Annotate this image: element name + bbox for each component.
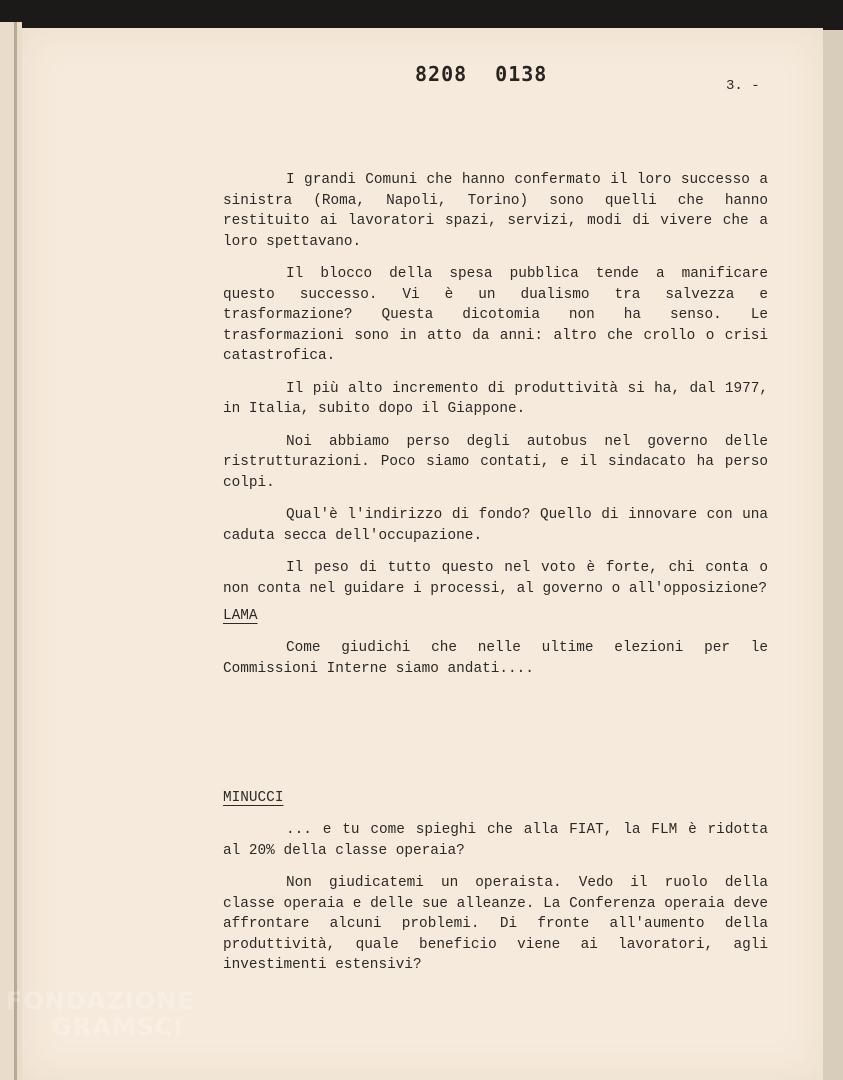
minucci-block: [223, 820, 768, 976]
archive-stamp-part2: 0138: [495, 62, 548, 86]
lama-block: [223, 638, 768, 679]
watermark-line-1: FONDAZIONE: [6, 987, 195, 1015]
paragraph: Il più alto incremento di produttività si ha, dal 1977, in Italia, subito dopo il Giappone.: [223, 380, 768, 417]
archive-stamp: [415, 62, 547, 86]
page-number: 3. -: [726, 78, 760, 94]
paragraph: Non giudicatemi un operaista. Vedo il ruolo della classe operaia e delle sue alleanze. La Conferenza operaia deve affrontare alcuni problemi. Di fronte all'aumento della produttività, quale beneficio viene ai lavoratori, agli investimenti estensivi?: [223, 875, 768, 973]
paragraph: Come giudichi che nelle ultime elezioni per le Commissioni Interne siamo andati....: [223, 640, 768, 677]
paragraph: Qual'è l'indirizzo di fondo? Quello di innovare con una caduta secca dell'occupazione.: [223, 507, 768, 544]
page-fold-line: [14, 22, 17, 1080]
speaker-label-minucci: MINUCCI: [223, 790, 284, 806]
paragraph: Noi abbiamo perso degli autobus nel governo delle ristrutturazioni. Poco siamo contati, e il sindacato ha perso colpi.: [223, 433, 768, 491]
body-block-1: [223, 170, 768, 599]
fondazione-gramsci-watermark: [6, 988, 195, 1040]
watermark-line-2: GRAMSCI: [52, 1013, 184, 1041]
paragraph: Il blocco della spesa pubblica tende a manificare questo successo. Vi è un dualismo tra salvezza e trasformazione? Questa dicotomia non ha senso. Le trasformazioni sono in atto da anni: altro che crollo o crisi catastrofica.: [223, 266, 768, 364]
paragraph: Il peso di tutto questo nel voto è forte, chi conta o non conta nel guidare i processi, al governo o all'opposizione?: [223, 560, 768, 597]
previous-page-edge: [0, 22, 22, 1080]
archive-stamp-part1: 8208: [415, 62, 468, 86]
speaker-label-lama: LAMA: [223, 608, 258, 624]
paragraph: I grandi Comuni che hanno confermato il loro successo a sinistra (Roma, Napoli, Torino) sono quelli che hanno restituito ai lavoratori spazi, servizi, modi di vivere che a loro spettavano.: [223, 172, 768, 250]
paragraph: ... e tu come spieghi che alla FIAT, la FLM è ridotta al 20% della classe operaia?: [223, 822, 768, 859]
next-page-edge: [823, 30, 843, 1080]
